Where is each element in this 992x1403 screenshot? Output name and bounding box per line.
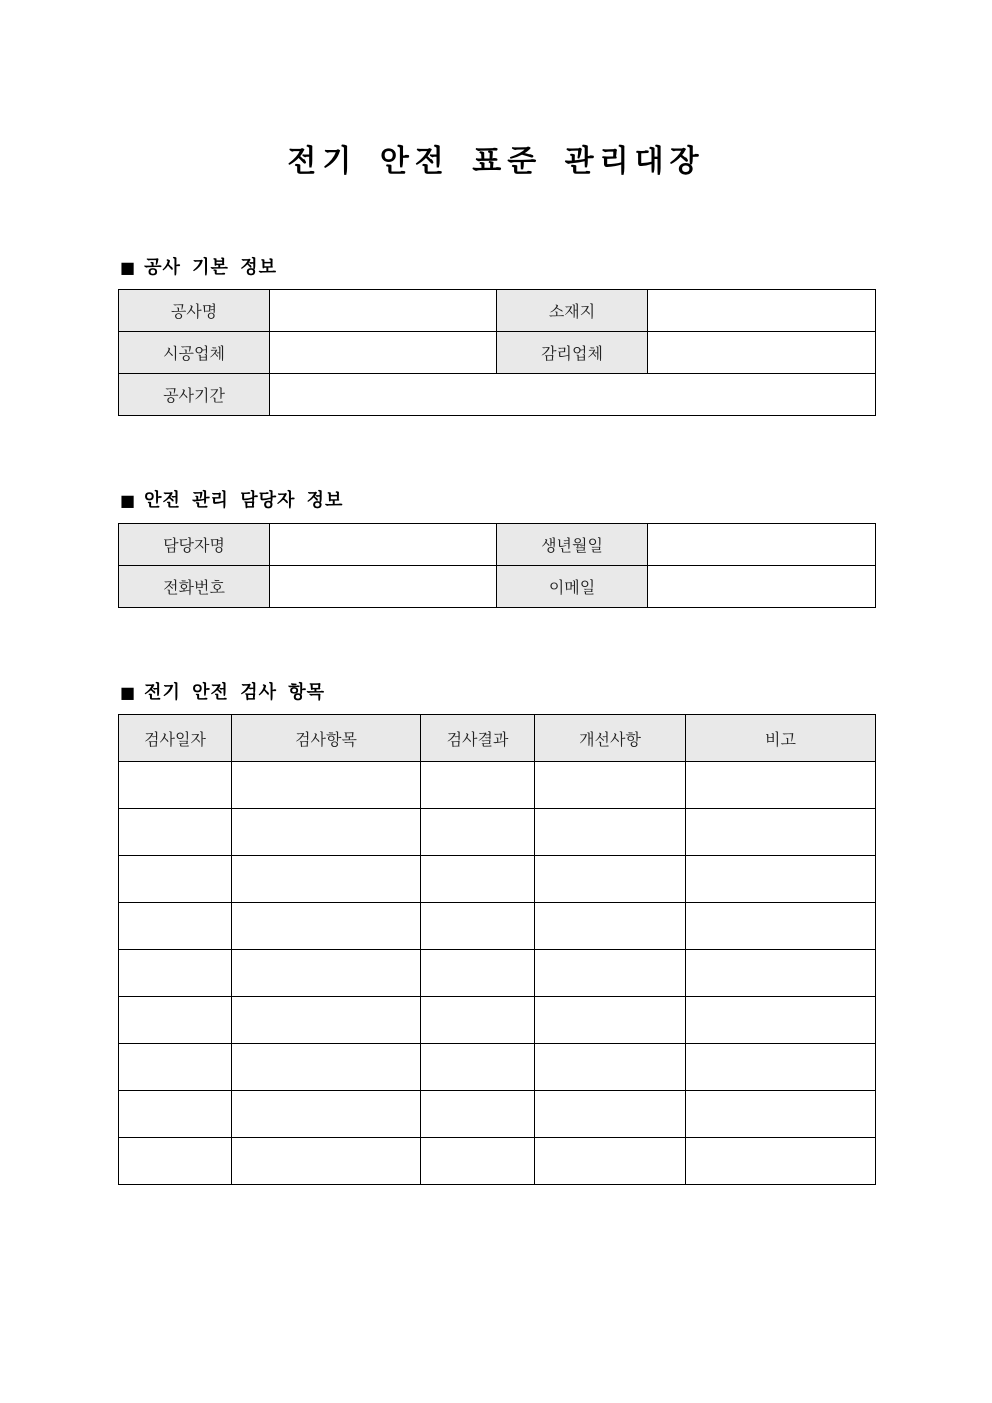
square-bullet-icon: ■ xyxy=(120,683,137,702)
cell-date[interactable] xyxy=(119,1091,232,1138)
section-heading-inspection xyxy=(120,678,325,704)
field-location[interactable] xyxy=(648,290,876,332)
cell-date[interactable] xyxy=(119,1044,232,1091)
label-phone: 전화번호 xyxy=(119,566,270,608)
cell-improvement[interactable] xyxy=(535,1044,686,1091)
cell-remarks[interactable] xyxy=(686,903,876,950)
table-row xyxy=(119,1044,876,1091)
manager-info-table xyxy=(118,523,876,608)
cell-result[interactable] xyxy=(421,856,535,903)
cell-result[interactable] xyxy=(421,997,535,1044)
cell-item[interactable] xyxy=(232,762,421,809)
cell-result[interactable] xyxy=(421,1044,535,1091)
field-phone[interactable] xyxy=(270,566,497,608)
table-row xyxy=(119,332,876,374)
cell-item[interactable] xyxy=(232,997,421,1044)
cell-date[interactable] xyxy=(119,903,232,950)
label-birthdate: 생년월일 xyxy=(497,524,648,566)
field-email[interactable] xyxy=(648,566,876,608)
cell-item[interactable] xyxy=(232,950,421,997)
cell-item[interactable] xyxy=(232,856,421,903)
section-heading-basic xyxy=(120,253,277,279)
field-birthdate[interactable] xyxy=(648,524,876,566)
field-contractor[interactable] xyxy=(270,332,497,374)
table-row xyxy=(119,997,876,1044)
square-bullet-icon: ■ xyxy=(120,258,137,277)
cell-improvement[interactable] xyxy=(535,1138,686,1185)
table-row xyxy=(119,950,876,997)
label-manager-name: 담당자명 xyxy=(119,524,270,566)
column-header-remarks: 비고 xyxy=(686,715,876,762)
table-row xyxy=(119,856,876,903)
cell-remarks[interactable] xyxy=(686,1138,876,1185)
cell-date[interactable] xyxy=(119,950,232,997)
cell-remarks[interactable] xyxy=(686,1044,876,1091)
inspection-table xyxy=(118,714,876,1185)
cell-date[interactable] xyxy=(119,997,232,1044)
cell-remarks[interactable] xyxy=(686,950,876,997)
cell-improvement[interactable] xyxy=(535,903,686,950)
table-row xyxy=(119,1091,876,1138)
cell-item[interactable] xyxy=(232,1044,421,1091)
cell-item[interactable] xyxy=(232,903,421,950)
label-location: 소재지 xyxy=(497,290,648,332)
basic-info-table xyxy=(118,289,876,416)
table-row xyxy=(119,566,876,608)
section-heading-manager-label: 안전 관리 담당자 정보 xyxy=(144,490,344,511)
cell-improvement[interactable] xyxy=(535,856,686,903)
label-project-name: 공사명 xyxy=(119,290,270,332)
table-header-row xyxy=(119,715,876,762)
cell-improvement[interactable] xyxy=(535,950,686,997)
column-header-result: 검사결과 xyxy=(421,715,535,762)
column-header-improvement: 개선사항 xyxy=(535,715,686,762)
label-contractor: 시공업체 xyxy=(119,332,270,374)
table-row xyxy=(119,903,876,950)
cell-remarks[interactable] xyxy=(686,762,876,809)
column-header-item: 검사항목 xyxy=(232,715,421,762)
cell-result[interactable] xyxy=(421,950,535,997)
cell-remarks[interactable] xyxy=(686,809,876,856)
field-manager-name[interactable] xyxy=(270,524,497,566)
label-period: 공사기간 xyxy=(119,374,270,416)
cell-remarks[interactable] xyxy=(686,856,876,903)
section-heading-manager xyxy=(120,486,343,512)
cell-result[interactable] xyxy=(421,903,535,950)
label-email: 이메일 xyxy=(497,566,648,608)
square-bullet-icon: ■ xyxy=(120,491,137,510)
cell-improvement[interactable] xyxy=(535,762,686,809)
cell-item[interactable] xyxy=(232,809,421,856)
table-row xyxy=(119,290,876,332)
section-heading-inspection-label: 전기 안전 검사 항목 xyxy=(144,682,326,703)
cell-result[interactable] xyxy=(421,809,535,856)
cell-item[interactable] xyxy=(232,1091,421,1138)
table-row xyxy=(119,1138,876,1185)
field-supervisor[interactable] xyxy=(648,332,876,374)
cell-date[interactable] xyxy=(119,1138,232,1185)
table-row xyxy=(119,809,876,856)
cell-improvement[interactable] xyxy=(535,997,686,1044)
field-period[interactable] xyxy=(270,374,876,416)
section-heading-basic-label: 공사 기본 정보 xyxy=(144,257,277,278)
cell-result[interactable] xyxy=(421,1138,535,1185)
cell-result[interactable] xyxy=(421,1091,535,1138)
cell-date[interactable] xyxy=(119,762,232,809)
field-project-name[interactable] xyxy=(270,290,497,332)
cell-remarks[interactable] xyxy=(686,997,876,1044)
cell-date[interactable] xyxy=(119,809,232,856)
label-supervisor: 감리업체 xyxy=(497,332,648,374)
table-row xyxy=(119,524,876,566)
cell-remarks[interactable] xyxy=(686,1091,876,1138)
cell-result[interactable] xyxy=(421,762,535,809)
table-row xyxy=(119,374,876,416)
document-title: 전기 안전 표준 관리대장 xyxy=(287,144,705,179)
cell-improvement[interactable] xyxy=(535,1091,686,1138)
table-row xyxy=(119,762,876,809)
cell-improvement[interactable] xyxy=(535,809,686,856)
cell-date[interactable] xyxy=(119,856,232,903)
column-header-date: 검사일자 xyxy=(119,715,232,762)
cell-item[interactable] xyxy=(232,1138,421,1185)
